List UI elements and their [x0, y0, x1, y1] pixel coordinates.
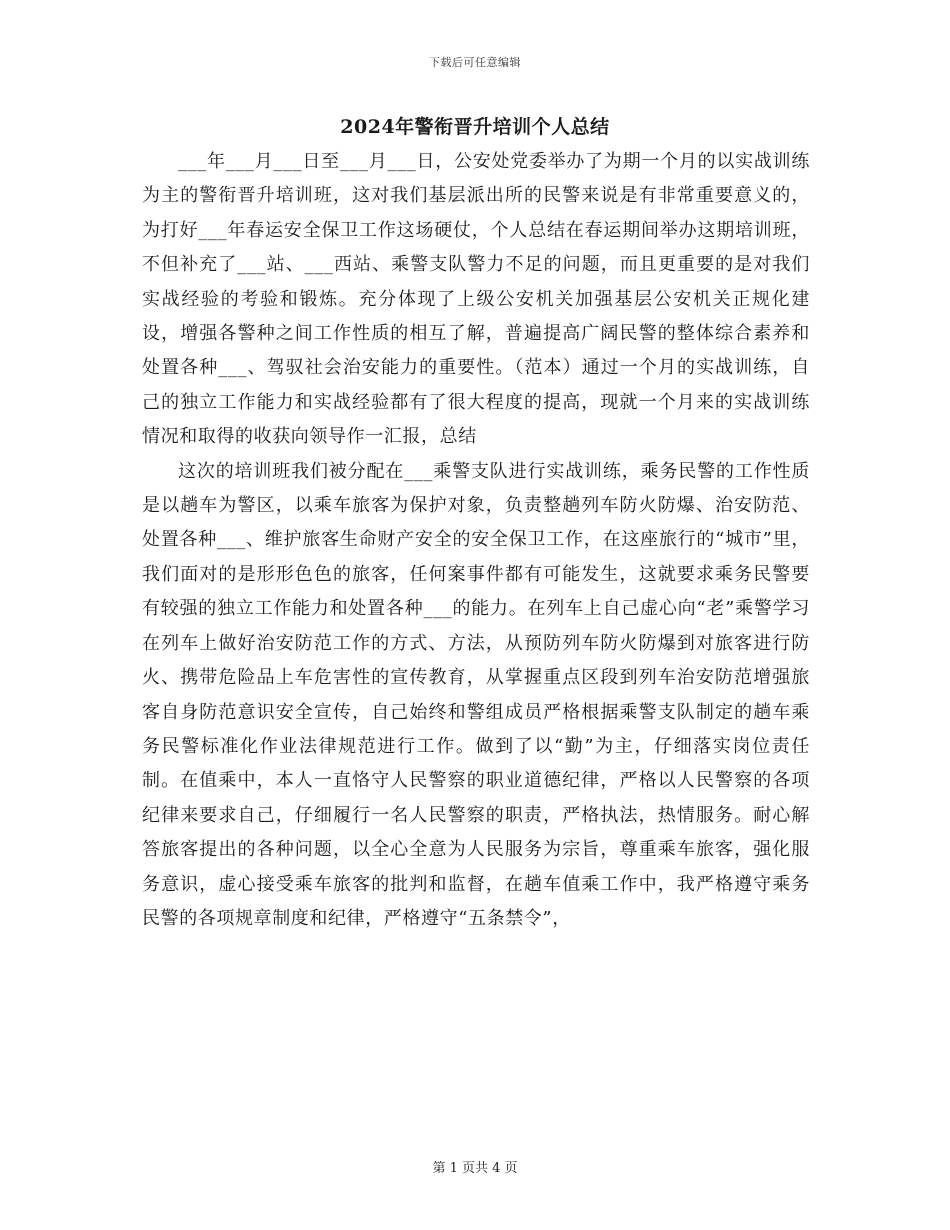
body-paragraph-1: ___年___月___日至___月___日，公安处党委举办了为期一个月的以实战训练为主的警衔晋升培训班，这对我们基层派出所的民警来说是有非常重要意义的，为打好___年春运安全保卫工作这场硬仗，个人总结在春运期间举办这期培训班，不但补充了___站、___西站、乘警支队警力不足的问题，而且更重要的是对我们实战经验的考验和锻炼。充分体现了上级公安机关加强基层公安机关正规化建设，增强各警种之间工作性质的相互了解，普遍提高广阔民警的整体综合素养和处置各种___、驾驭社会治安能力的重要性。（范本）通过一个月的实战训练，自己的独立工作能力和实战经验都有了很大程度的提高，现就一个月来的实战训练情况和取得的收获向领导作一汇报，总结 [142, 151, 810, 448]
header-note: 下载后可任意编辑 [429, 56, 521, 69]
page-number-footer: 第 1 页共 4 页 [432, 1161, 518, 1176]
document-body [142, 145, 810, 936]
body-paragraph-2: 这次的培训班我们被分配在___乘警支队进行实战训练，乘务民警的工作性质是以趟车为警区，以乘车旅客为保护对象，负责整趟列车防火防爆、治安防范、处置各种___、维护旅客生命财产安全的安全保卫工作，在这座旅行的“城市”里，我们面对的是形形色色的旅客，任何案事件都有可能发生，这就要求乘务民警要有较强的独立工作能力和处置各种___的能力。在列车上自己虚心向“老”乘警学习在列车上做好治安防范工作的方式、方法，从预防列车防火防爆到对旅客进行防火、携带危险品上车危害性的宣传教育，从掌握重点区段到列车治安防范增强旅客自身防范意识安全宣传，自己始终和警组成员严格根据乘警支队制定的趟车乘务民警标准化作业法律规范进行工作。做到了以“勤”为主，仔细落实岗位责任制。在值乘中，本人一直恪守人民警察的职业道德纪律，严格以人民警察的各项纪律来要求自己，仔细履行一名人民警察的职责，严格执法，热情服务。耐心解答旅客提出的各种问题，以全心全意为人民服务为宗旨，尊重乘车旅客，强化服务意识，虚心接受乘车旅客的批判和监督，在趟车值乘工作中，我严格遵守乘务民警的各项规章制度和纪律，严格遵守“五条禁令”， [142, 460, 810, 929]
document-title: 2024年警衔晋升培训个人总结 [340, 116, 610, 138]
